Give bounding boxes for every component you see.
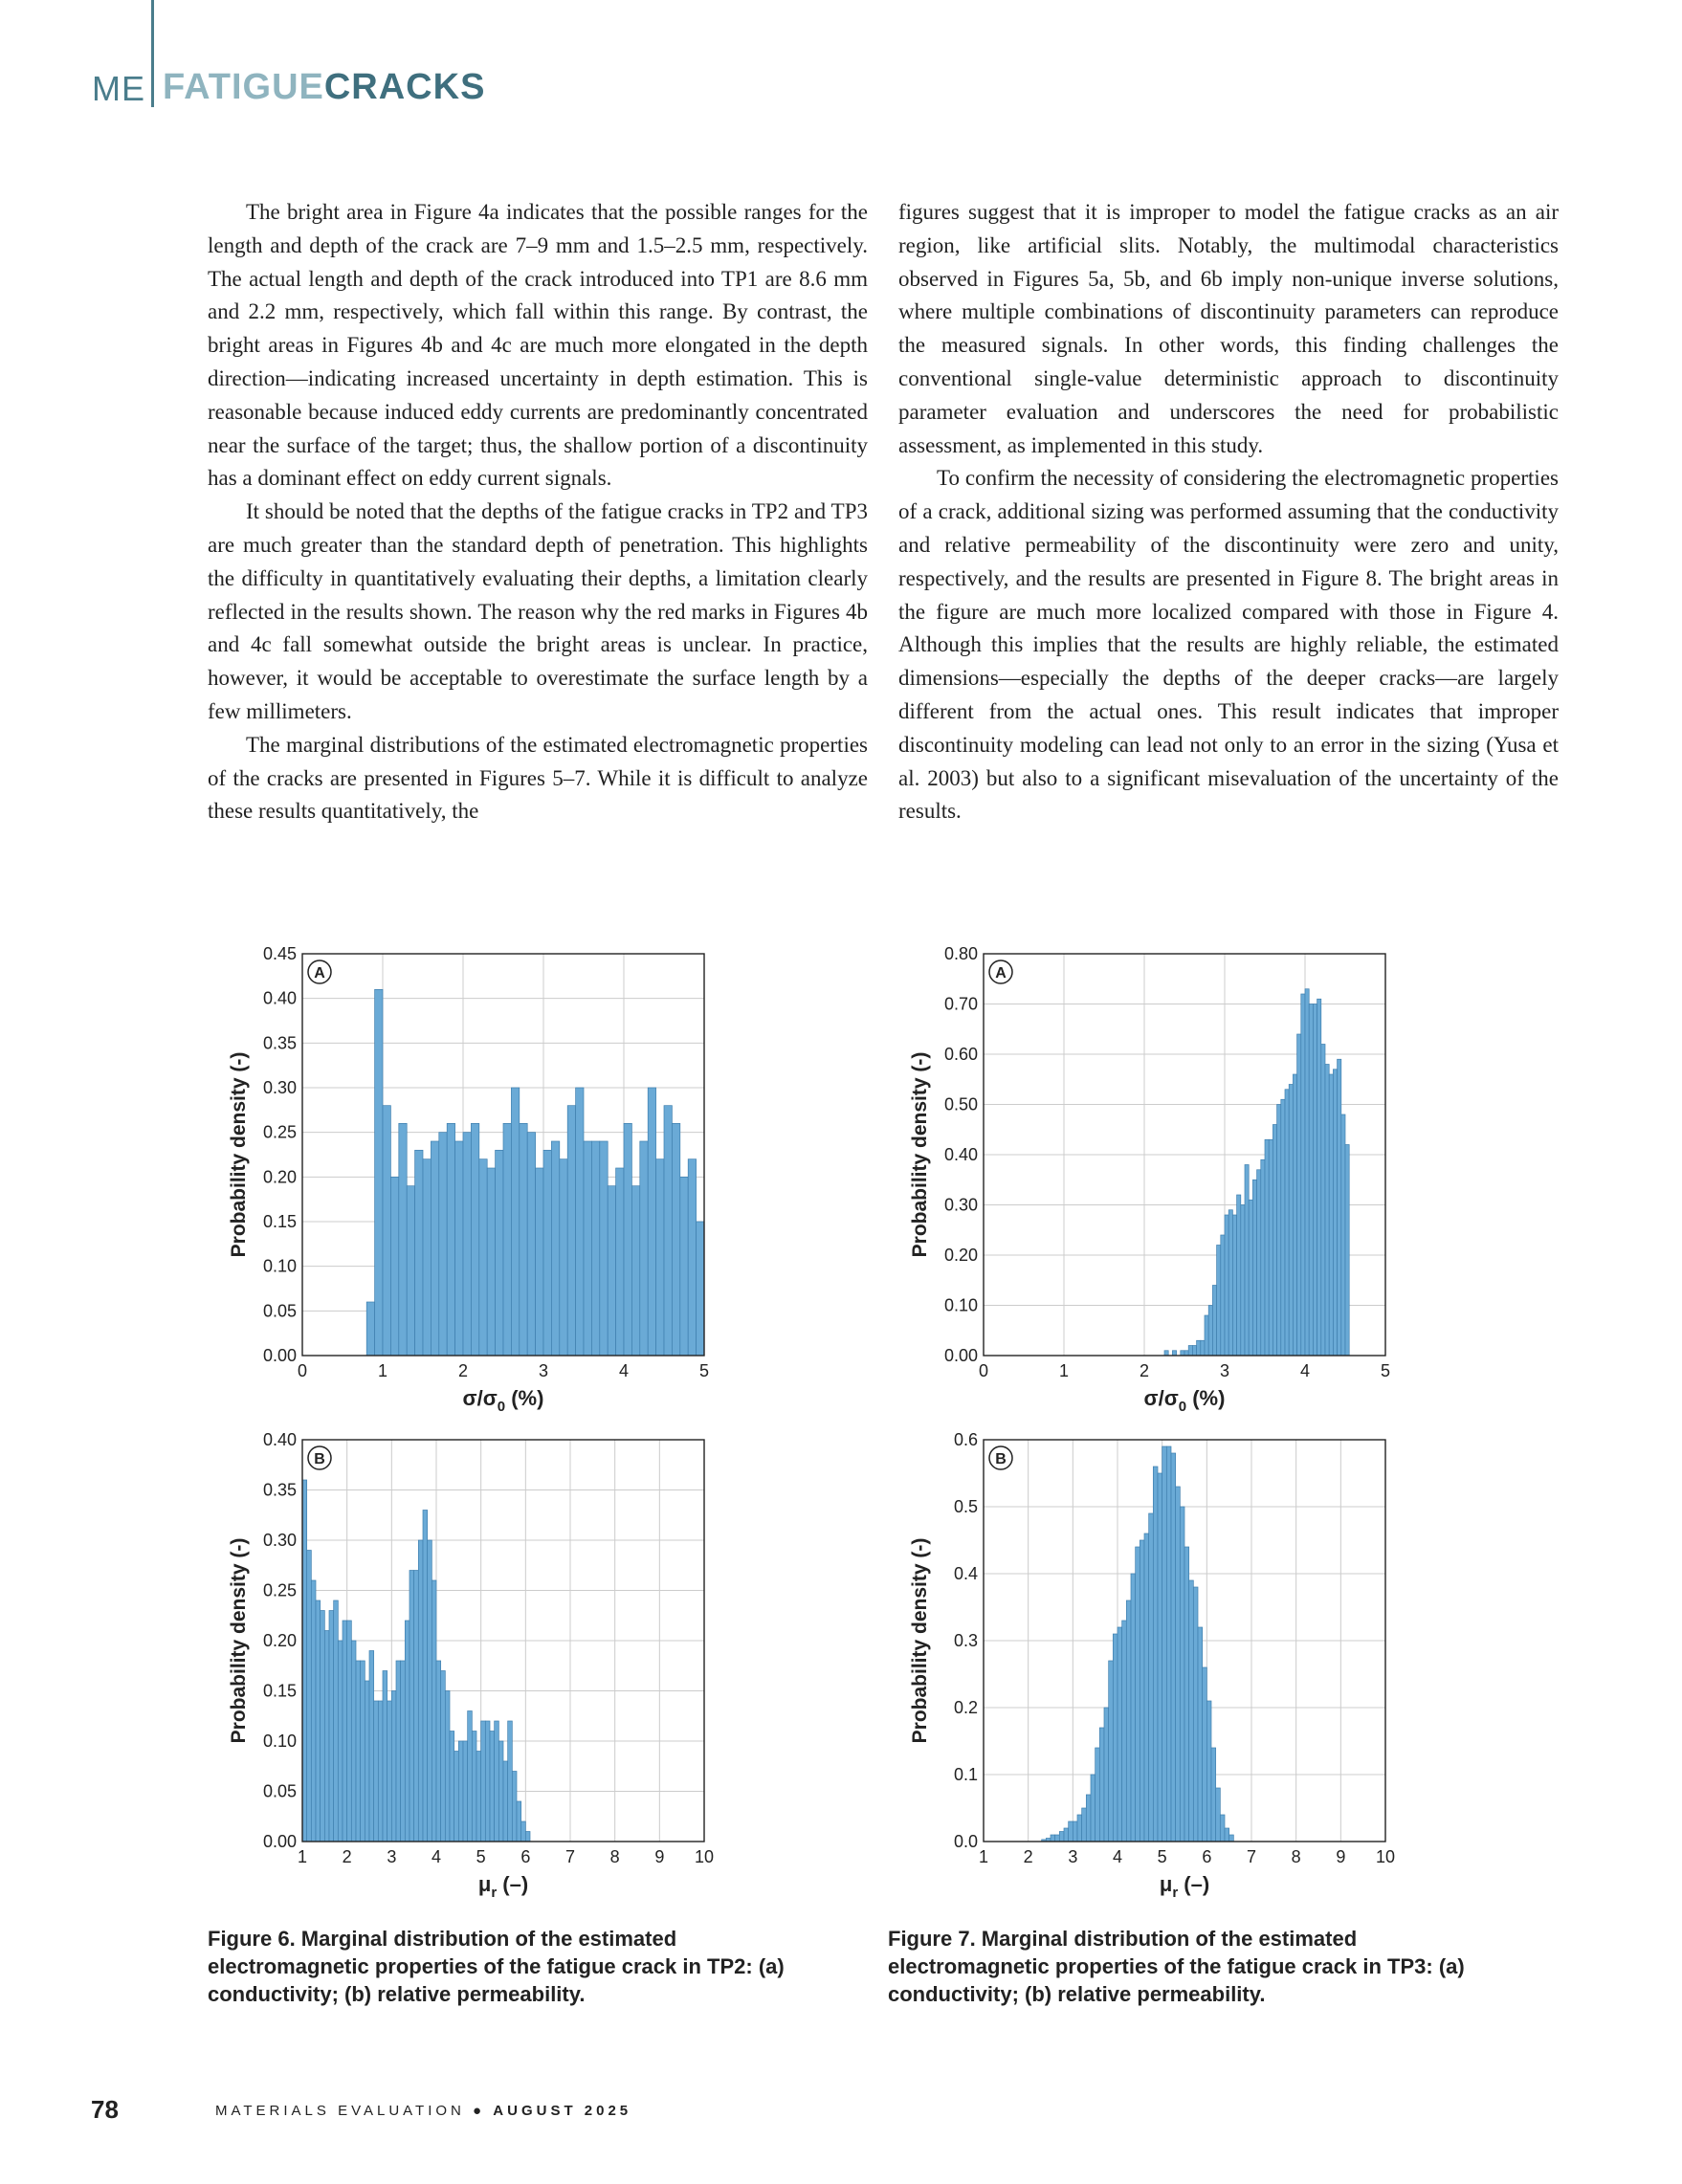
histogram-bar [1077,1815,1082,1842]
histogram-bar [487,1168,495,1356]
histogram-bar [441,1671,446,1842]
histogram-bar [616,1168,624,1356]
histogram-bar [672,1123,679,1356]
y-tick-label: 0.00 [262,1832,297,1851]
histogram-bar [1113,1634,1118,1842]
x-tick-label: 8 [609,1847,620,1866]
histogram-bar [396,1661,401,1842]
histogram-bar [1338,1059,1341,1356]
histogram-bar [1203,1667,1207,1842]
histogram-bar [600,1141,608,1356]
histogram-bar [1217,1246,1221,1357]
histogram-bar [551,1141,559,1356]
figure-6-caption: Figure 6. Marginal distribution of the estimated electromagnetic properties of the fatigue crack in TP2: (a) conductivity; (b) relative permeability. [208,1927,785,2006]
histogram-bar [508,1721,513,1842]
histogram-bar [1171,1453,1176,1842]
histogram-bar [423,1511,428,1842]
y-tick-label: 0.30 [943,1195,978,1215]
histogram-bar [1104,1708,1109,1842]
histogram-bar [1269,1139,1273,1356]
x-axis-symbol: μ [477,1872,492,1896]
histogram-bar [656,1159,664,1356]
histogram-bar [496,1150,503,1356]
histogram-bar [1184,1351,1188,1356]
histogram-bar [1211,1748,1216,1842]
x-axis-symbol: σ/σ [1143,1386,1179,1410]
x-tick-label: 5 [476,1847,486,1866]
histogram-bar [1265,1139,1269,1356]
section-title [163,67,485,108]
header-rule [151,0,154,107]
histogram-bar [1181,1351,1184,1356]
histogram-bar [338,1641,343,1842]
x-tick-label: 5 [698,1361,710,1380]
histogram-bar [418,1540,423,1842]
text-column-left [208,196,868,828]
y-tick-label: 0.20 [262,1167,297,1187]
x-tick-label: 6 [1202,1847,1212,1866]
histogram-bar [1153,1467,1158,1842]
histogram-bar [543,1150,551,1356]
histogram-bar [307,1551,312,1842]
histogram-bar [495,1721,499,1842]
histogram-bar [1221,1235,1225,1356]
histogram-bar [1220,1815,1225,1842]
histogram-bar [375,989,383,1356]
histogram-bar [450,1732,454,1842]
histogram-bar [1301,994,1305,1356]
histogram-bar [1082,1808,1087,1842]
histogram-bar [584,1141,591,1356]
page-header [0,0,1682,124]
histogram-bar [1321,1045,1325,1357]
x-tick-label: 4 [431,1847,442,1866]
y-tick-label: 0.35 [262,1480,297,1500]
y-tick-label: 0.20 [943,1246,978,1265]
x-tick-label: 4 [618,1361,630,1380]
histogram-bar [648,1088,655,1356]
x-axis-subscript: 0 [497,1399,506,1415]
histogram-bar [536,1168,543,1356]
x-tick-label: 2 [1139,1361,1150,1380]
histogram-bar [302,1480,307,1842]
histogram-bar [1131,1574,1136,1842]
histogram-bar [1245,1165,1249,1357]
y-tick-label: 0.3 [953,1631,978,1650]
histogram-bar [472,1732,476,1842]
histogram-bar [401,1661,406,1842]
histogram-bar [490,1732,495,1842]
histogram-bar [664,1106,672,1356]
histogram-bar [525,1832,530,1842]
histogram-bar [591,1141,599,1356]
histogram-bar [1216,1788,1221,1842]
histogram-bar [485,1721,490,1842]
histogram-bar [1313,1004,1317,1357]
paragraph: It should be noted that the depths of the fatigue cracks in TP2 and TP3 are much greater than the standard depth of penetration. This highlights the difficulty in quantitatively evaluating their depths, a limitation clearly reflected in the results shown. The reason why the red marks in Figures 4b and 4c fall somewhat outside the bright areas is unclear. In practice, however, it would be acceptable to overestimate the surface length by a few millimeters. [208,499,868,723]
histogram-bar [321,1611,325,1842]
x-tick-label: 10 [1375,1847,1396,1866]
panel-label: A [314,965,325,982]
x-tick-label: 4 [1299,1361,1311,1380]
histogram-bar [1140,1540,1144,1842]
y-tick-label: 0.2 [953,1698,978,1717]
paragraph: figures suggest that it is improper to model the fatigue cracks as an air region, like artificial slits. Notably, the multimodal characteristics observed in Figures 5a, 5b, and 6b imply non-unique inverse solutions, where multiple combinations of discontinuity parameters can reproduce the measured signals. In other words, this finding challenges the conventional single-value deterministic approach to discontinuity parameter evaluation and underscores the need for probabilistic assessment, as implemented in this study. [898,200,1559,457]
histogram-bar [1281,1099,1285,1356]
x-tick-label: 4 [1112,1847,1123,1866]
histogram-bar [366,1302,374,1356]
histogram-bar [1241,1205,1245,1357]
histogram-bar [1228,1210,1232,1356]
histogram-bar [455,1141,463,1356]
x-tick-label: 9 [1336,1847,1346,1866]
histogram-bar [1162,1446,1167,1842]
histogram-bar [356,1661,361,1842]
y-tick-label: 0.40 [943,1145,978,1164]
y-tick-label: 0.25 [262,1580,297,1600]
histogram-bar [347,1621,352,1842]
histogram-bar [374,1701,379,1842]
y-tick-label: 0.80 [943,944,978,963]
histogram-bar [1289,1085,1293,1357]
x-axis-unit: (–) [497,1872,529,1896]
y-tick-label: 0.40 [262,988,297,1008]
histogram-bar [378,1701,383,1842]
histogram-bar [436,1661,441,1842]
histogram-bar [1126,1600,1131,1842]
y-tick-label: 0.10 [262,1256,297,1276]
histogram-bar [1096,1748,1100,1842]
histogram-bar [1136,1547,1140,1842]
histogram-bar [468,1711,473,1842]
x-tick-label: 1 [377,1361,388,1380]
y-axis-label: Probability density (-) [228,1051,250,1258]
histogram-bar [631,1186,639,1356]
paragraph: The bright area in Figure 4a indicates that the possible ranges for the length and depth of the crack are 7–9 mm and 1.5–2.5 mm, respectively. The actual length and depth of the crack introduced into TP1 are 8.6 mm and 2.2 mm, respectively, which fall within this range. By contrast, the bright areas in Figures 4b and 4c are much more elongated in the depth direction—indicating increased uncertainty in depth estimation. This is reasonable because induced eddy currents are predominantly concentrated near the surface of the target; thus, the shallow portion of a discontinuity has a dominant effect on eddy current signals. [208,200,868,491]
histogram-bar [1285,1090,1289,1356]
y-tick-label: 0.10 [943,1295,978,1315]
x-axis-label [1144,1386,1226,1415]
y-tick-label: 0.4 [953,1564,978,1583]
histogram-bar [390,1177,398,1356]
x-tick-label: 5 [1157,1847,1167,1866]
histogram-bar [1205,1315,1208,1356]
x-axis-unit: (%) [1186,1386,1226,1410]
y-tick-label: 0.15 [262,1681,297,1701]
histogram-bar [1252,1180,1256,1356]
x-axis-label [478,1872,528,1901]
histogram-bar [1232,1215,1236,1356]
histogram-bar [640,1141,648,1356]
histogram-bar [1051,1835,1055,1842]
histogram-bar [1109,1661,1114,1842]
x-tick-label: 3 [1219,1361,1230,1380]
histogram-bar [1237,1195,1241,1356]
histogram-bar [428,1540,432,1842]
footer-journal [215,2103,631,2119]
histogram-bar [399,1123,407,1356]
chart-fig7b [882,1428,1418,1907]
histogram-bar [1149,1513,1154,1842]
histogram-bar [324,1631,329,1842]
histogram-bar [471,1123,478,1356]
histogram-bar [503,1761,508,1842]
y-tick-label: 0.00 [262,1346,297,1365]
histogram-bar [361,1661,365,1842]
histogram-bar [1249,1200,1252,1356]
y-tick-label: 0.30 [262,1078,297,1097]
histogram-bar [512,1772,517,1842]
histogram-bar [498,1741,503,1842]
histogram-bar [1201,1340,1205,1356]
histogram-bar [439,1133,447,1356]
histogram-bar [454,1752,459,1842]
histogram-bar [608,1186,615,1356]
histogram-bar [1197,1340,1201,1356]
histogram-bar [343,1621,347,1842]
y-tick-label: 0.05 [262,1781,297,1801]
y-tick-label: 0.35 [262,1033,297,1053]
paragraph: The marginal distributions of the estimated electromagnetic properties of the cracks are presented in Figures 5–7. While it is difficult to analyze these results quantitatively, the [208,732,868,824]
histogram-bar [1212,1286,1216,1357]
histogram-bar [1198,1627,1203,1842]
histogram-bar [432,1580,436,1842]
histogram-bar [1305,989,1309,1356]
y-tick-label: 0.00 [943,1346,978,1365]
chart-fig6b [201,1428,737,1907]
histogram-bar [567,1106,575,1356]
y-tick-label: 0.25 [262,1122,297,1142]
histogram-bar [697,1222,704,1356]
histogram-bar [520,1123,527,1356]
histogram-bar [576,1088,584,1356]
histogram-bar [1099,1728,1104,1842]
x-axis-subscript: r [1172,1885,1179,1901]
x-tick-label: 3 [387,1847,397,1866]
histogram-bar [1164,1351,1168,1356]
histogram-bar [481,1721,486,1842]
histogram-bar [1208,1306,1212,1357]
footer-separator: ● [473,2103,486,2119]
histogram-bar [316,1600,321,1842]
chart-fig6a [201,942,737,1421]
histogram-bar [521,1821,526,1842]
histogram-bar [407,1186,414,1356]
section-title-part2: CRACKS [323,67,486,107]
histogram-bar [409,1571,414,1842]
histogram-bar [1257,1170,1261,1356]
histogram-bar [1192,1346,1196,1357]
histogram-bar [1086,1795,1091,1842]
histogram-bar [1325,1065,1329,1357]
y-tick-label: 0.1 [953,1765,978,1784]
histogram-bar [1055,1835,1060,1842]
section-label: ME [92,69,145,108]
x-tick-label: 2 [1023,1847,1033,1866]
histogram-bar [458,1741,463,1842]
histogram-bar [383,1671,387,1842]
histogram-bar [387,1701,392,1842]
x-tick-label: 2 [457,1361,469,1380]
x-axis-unit: (%) [505,1386,544,1410]
histogram-bar [1118,1627,1122,1842]
x-axis-symbol: μ [1159,1872,1173,1896]
histogram-bar [1206,1701,1211,1842]
histogram-bar [365,1681,369,1842]
histogram-bar [1309,1004,1313,1357]
panel-label: B [995,1451,1007,1467]
histogram-bar [1297,1034,1301,1356]
x-tick-label: 0 [297,1361,308,1380]
x-tick-label: 7 [564,1847,576,1866]
histogram-bar [1189,1580,1194,1842]
histogram-bar [447,1123,454,1356]
x-axis-subscript: r [491,1885,498,1901]
histogram-bar [1069,1821,1073,1842]
y-axis-label: Probability density (-) [909,1051,931,1258]
figure-7-caption: Figure 7. Marginal distribution of the estimated electromagnetic properties of the fatigue crack in TP3: (a) conductivity; (b) relative permeability. [888,1927,1465,2006]
histogram-bar [431,1141,438,1356]
histogram-bar [1277,1105,1281,1357]
histogram-bar [517,1801,521,1842]
y-tick-label: 0.40 [262,1430,297,1449]
histogram-bar [1293,1074,1296,1356]
histogram-bar [1329,1074,1333,1356]
y-tick-label: 0.10 [262,1732,297,1751]
y-tick-label: 0.30 [262,1531,297,1550]
y-tick-label: 0.45 [262,944,297,963]
y-tick-label: 0.15 [262,1212,297,1231]
y-axis-label: Probability density (-) [228,1537,250,1744]
histogram-bar [1172,1351,1176,1356]
x-tick-label: 7 [1246,1847,1257,1866]
x-tick-label: 1 [978,1847,989,1866]
x-tick-label: 1 [297,1847,308,1866]
histogram-bar [1064,1828,1069,1842]
histogram-bar [624,1123,631,1356]
histogram-bar [479,1159,487,1356]
histogram-bar [463,1741,468,1842]
histogram-bar [1225,1828,1229,1842]
x-tick-label: 3 [1068,1847,1078,1866]
histogram-bar [415,1150,423,1356]
histogram-bar [405,1621,409,1842]
x-tick-label: 1 [1058,1361,1070,1380]
histogram-bar [351,1641,356,1842]
histogram-bar [334,1600,339,1842]
histogram-bar [1166,1446,1171,1842]
histogram-bar [1180,1507,1184,1842]
x-tick-label: 10 [694,1847,715,1866]
x-tick-label: 9 [654,1847,665,1866]
panel-label: A [995,965,1007,982]
y-tick-label: 0.70 [943,994,978,1014]
x-tick-label: 3 [538,1361,549,1380]
y-tick-label: 0.05 [262,1301,297,1321]
histogram-bar [423,1159,431,1356]
histogram-bar [680,1177,688,1356]
histogram-bar [1225,1215,1228,1356]
histogram-bar [476,1752,481,1842]
x-tick-label: 0 [978,1361,989,1380]
y-tick-label: 0.50 [943,1094,978,1114]
panel-label: B [314,1451,325,1467]
histogram-bar [1333,1070,1337,1356]
histogram-bar [369,1651,374,1842]
x-tick-label: 8 [1291,1847,1301,1866]
histogram-bar [1193,1587,1198,1842]
histogram-bar [1144,1533,1149,1842]
histogram-bar [511,1088,519,1356]
histogram-bar [560,1159,567,1356]
histogram-bar [329,1611,334,1842]
histogram-bar [311,1580,316,1842]
x-tick-label: 2 [342,1847,352,1866]
histogram-bar [414,1571,419,1842]
y-axis-label: Probability density (-) [909,1537,931,1744]
chart-fig7a [882,942,1418,1421]
histogram-bar [1261,1159,1265,1356]
x-axis-symbol: σ/σ [462,1386,498,1410]
histogram-bar [1345,1145,1349,1357]
y-tick-label: 0.20 [262,1631,297,1650]
histogram-bar [1273,1125,1276,1357]
x-axis-label [1160,1872,1209,1901]
histogram-bar [1122,1621,1127,1842]
y-tick-label: 0.5 [953,1497,978,1516]
paragraph: To confirm the necessity of considering the electromagnetic properties of a crack, additional sizing was performed assuming that the conductivity and relative permeability of the discontinuity were zero and unity, respectively, and the results are presented in Figure 8. The bright areas in the figure are much more localized compared with those in Figure 4. Although this implies that the results are highly reliable, the estimated dimensions—especially the depths of the deeper cracks—are largely different from the actual ones. This result indicates that improper discontinuity modeling can lead not only to an error in the sizing (Yusa et al. 2003) but also to a significant misevaluation of the uncertainty of the results. [898,466,1559,824]
histogram-bar [1176,1487,1181,1842]
y-tick-label: 0.0 [953,1832,978,1851]
issue-date: AUGUST 2025 [493,2103,632,2119]
histogram-bar [1184,1547,1189,1842]
histogram-bar [445,1691,450,1842]
histogram-bar [527,1133,535,1356]
section-title-part1: FATIGUE [163,67,324,107]
histogram-bar [1059,1832,1064,1842]
journal-name: MATERIALS EVALUATION [215,2103,465,2119]
page-number: 78 [91,2095,119,2124]
histogram-bar [383,1106,390,1356]
x-axis-label [463,1386,544,1415]
histogram-bar [503,1123,511,1356]
histogram-bar [1317,999,1321,1356]
histogram-bar [1188,1346,1192,1357]
histogram-bar [1073,1821,1077,1842]
x-axis-unit: (–) [1178,1872,1210,1896]
histogram-bar [463,1133,471,1356]
histogram-bar [1341,1114,1345,1356]
histogram-bar [391,1691,396,1842]
histogram-bar [1091,1775,1096,1842]
text-column-right [898,196,1559,828]
histogram-bar [688,1159,696,1356]
x-axis-subscript: 0 [1178,1399,1187,1415]
y-tick-label: 0.6 [953,1430,978,1449]
x-tick-label: 6 [520,1847,531,1866]
histogram-bar [1229,1835,1234,1842]
x-tick-label: 5 [1380,1361,1391,1380]
histogram-bar [1158,1473,1162,1842]
y-tick-label: 0.60 [943,1045,978,1064]
